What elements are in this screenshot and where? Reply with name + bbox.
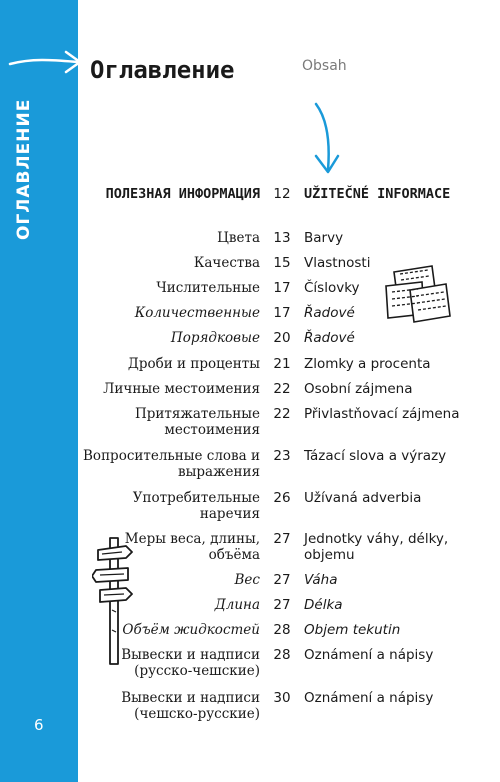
toc-title-cz: Délka bbox=[304, 597, 343, 613]
toc-page-number: 28 bbox=[273, 647, 291, 663]
toc-title-ru: Качества bbox=[193, 255, 260, 271]
toc-page-number: 21 bbox=[273, 356, 291, 372]
toc-title-cz: UŽITEČNÉ INFORMACE bbox=[304, 186, 451, 202]
sidebar bbox=[0, 0, 78, 782]
toc-title-cz: Řadové bbox=[304, 305, 355, 321]
toc-page-number: 27 bbox=[273, 572, 291, 588]
toc-page-number: 20 bbox=[273, 330, 291, 346]
toc-page-number: 15 bbox=[273, 255, 291, 271]
toc-row[interactable] bbox=[80, 690, 500, 730]
toc-row[interactable] bbox=[80, 448, 500, 488]
toc-title-ru: Вес bbox=[234, 572, 260, 588]
arrow-down-icon bbox=[306, 100, 346, 180]
toc-row[interactable] bbox=[80, 531, 500, 571]
page-title: Оглавление bbox=[90, 56, 235, 84]
toc-page-number: 12 bbox=[273, 186, 291, 202]
toc-title-ru: Вопросительные слова и выражения bbox=[83, 448, 260, 480]
toc-title-cz: Barvy bbox=[304, 230, 344, 246]
toc-title-ru: Вывески и надписи (русско-чешские) bbox=[121, 647, 260, 679]
toc-title-cz: Číslovky bbox=[304, 280, 360, 296]
toc-title-cz: Tázací slova a výrazy bbox=[304, 448, 447, 464]
toc-page-number: 13 bbox=[273, 230, 291, 246]
toc-title-ru: Количественные bbox=[134, 305, 260, 321]
toc-title-cz: Užívaná adverbia bbox=[304, 490, 422, 506]
arrow-right-icon bbox=[8, 46, 88, 76]
toc-row[interactable] bbox=[80, 186, 500, 226]
toc-row[interactable] bbox=[80, 490, 500, 530]
toc-title-cz: Osobní zájmena bbox=[304, 381, 413, 397]
toc-title-cz: Zlomky a procenta bbox=[304, 356, 431, 372]
toc-page-number: 17 bbox=[273, 280, 291, 296]
toc-title-ru: Притяжательные местоимения bbox=[135, 406, 260, 438]
toc-page-number: 26 bbox=[273, 490, 291, 506]
toc-title-cz: Jednotky váhy, délky, objemu bbox=[304, 531, 449, 563]
toc-title-cz: Objem tekutin bbox=[304, 622, 401, 638]
toc-page-number: 22 bbox=[273, 381, 291, 397]
toc-title-ru: ПОЛЕЗНАЯ ИНФОРМАЦИЯ bbox=[105, 186, 260, 202]
toc-title-ru: Употребительные наречия bbox=[132, 490, 260, 522]
toc-title-cz: Přivlastňovací zájmena bbox=[304, 406, 460, 422]
toc-title-ru: Дроби и проценты bbox=[127, 356, 260, 372]
toc-title-ru: Меры веса, длины, объёма bbox=[124, 531, 260, 563]
page-title-czech: Obsah bbox=[302, 58, 347, 74]
toc-row[interactable] bbox=[80, 647, 500, 687]
toc-title-ru: Объём жидкостей bbox=[122, 622, 260, 638]
toc-page-number: 17 bbox=[273, 305, 291, 321]
toc-title-ru: Цвета bbox=[217, 230, 260, 246]
toc-page-number: 27 bbox=[273, 597, 291, 613]
sidebar-title: ОГЛАВЛЕНИЕ bbox=[14, 98, 34, 240]
toc-page-number: 30 bbox=[273, 690, 291, 706]
toc-title-ru: Числительные bbox=[156, 280, 260, 296]
toc-page-number: 28 bbox=[273, 622, 291, 638]
toc-page-number: 22 bbox=[273, 406, 291, 422]
toc-title-cz: Řadové bbox=[304, 330, 355, 346]
toc-page-number: 27 bbox=[273, 531, 291, 547]
toc-title-ru: Длина bbox=[214, 597, 260, 613]
toc-title-ru: Порядковые bbox=[170, 330, 260, 346]
toc-title-ru: Личные местоимения bbox=[103, 381, 260, 397]
page-number: 6 bbox=[34, 716, 44, 734]
toc-page-number: 23 bbox=[273, 448, 291, 464]
toc-title-cz: Váha bbox=[304, 572, 338, 588]
toc-title-cz: Oznámení a nápisy bbox=[304, 647, 434, 663]
toc-title-cz: Oznámení a nápisy bbox=[304, 690, 434, 706]
toc-title-ru: Вывески и надписи (чешско-русские) bbox=[121, 690, 260, 722]
toc-row[interactable] bbox=[80, 406, 500, 446]
toc-title-cz: Vlastnosti bbox=[304, 255, 371, 271]
